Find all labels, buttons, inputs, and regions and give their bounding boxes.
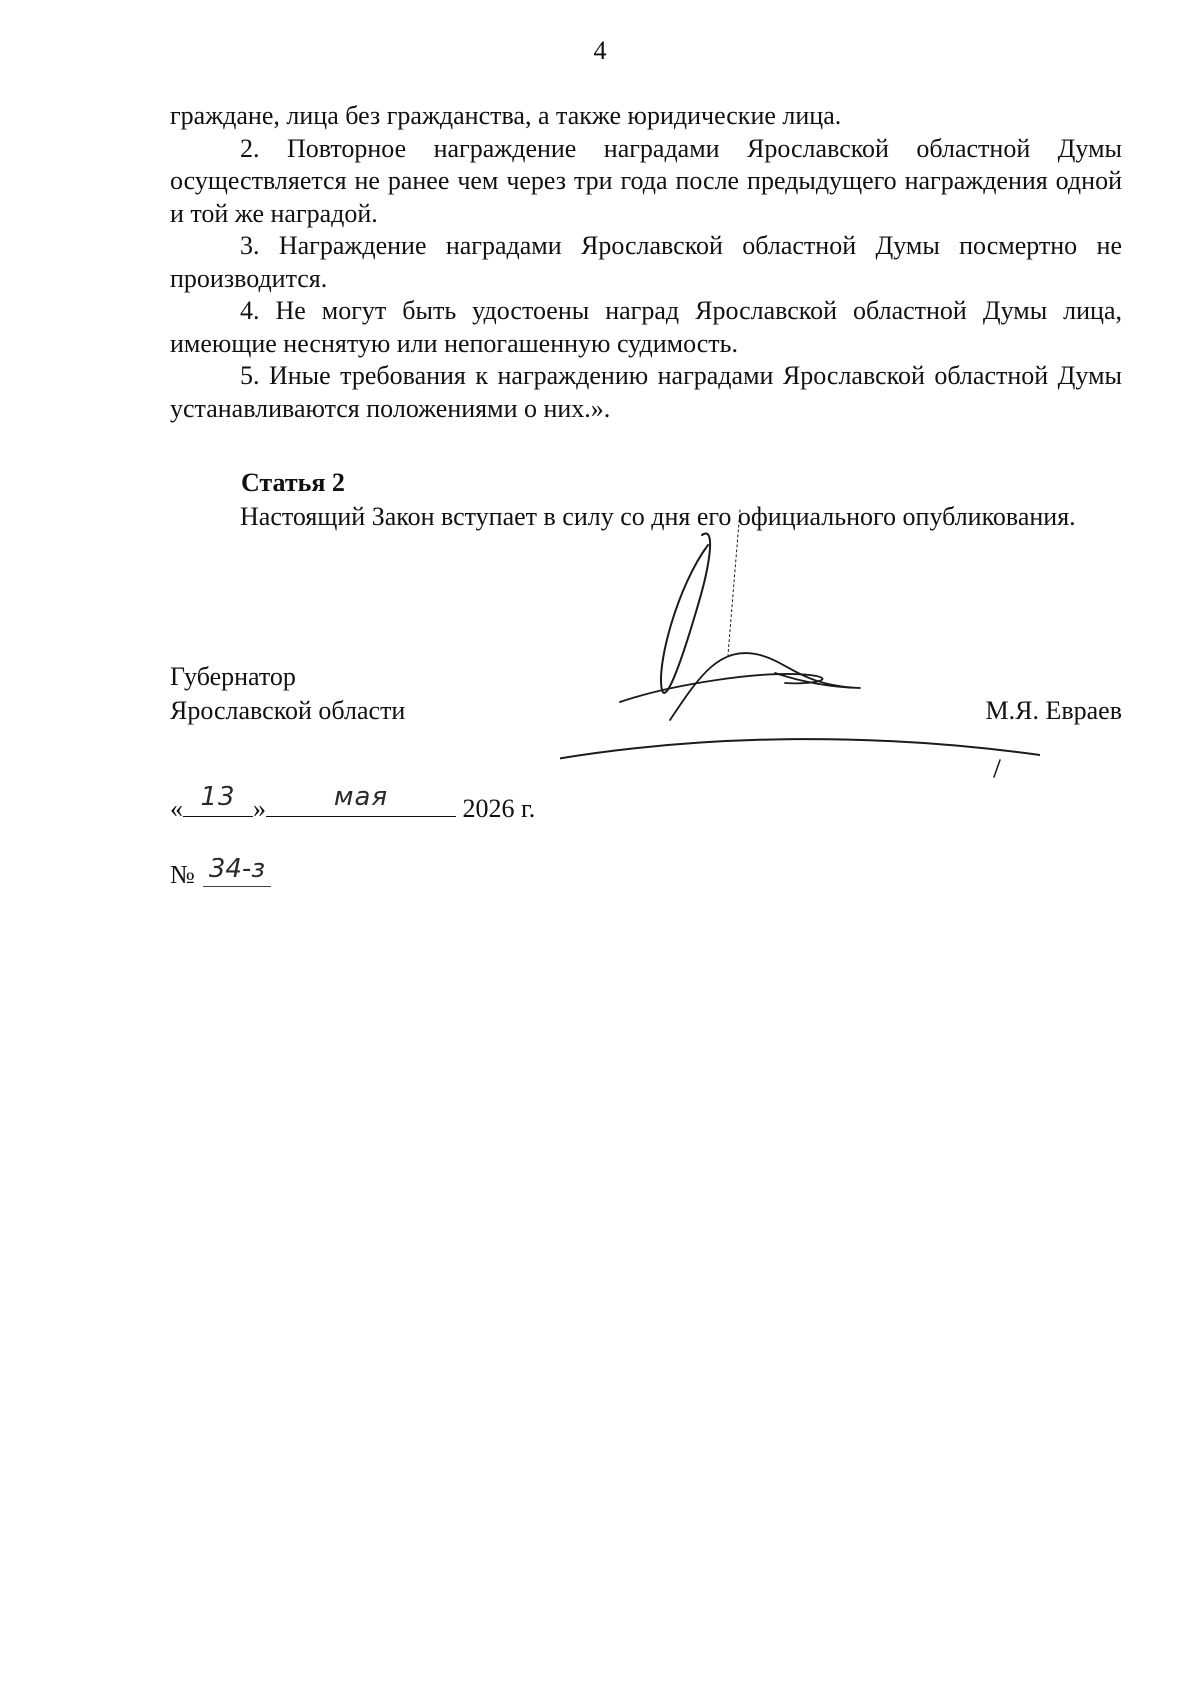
paragraph-3: 3. Награждение наградами Ярославской областной Думы посмертно не производится. (170, 231, 1122, 293)
signatory-name: М.Я. Евраев (985, 696, 1122, 725)
paragraph-2: 2. Повторное награждение наградами Ярославской областной Думы осуществляется не ранее чем через три года после предыдущего награждения одной и той же наградой. (170, 133, 1122, 228)
date-day-handwritten: 13 (200, 782, 236, 812)
signing-date (170, 782, 536, 826)
date-close-quote: » (253, 794, 266, 823)
signatory-title (170, 660, 405, 728)
article-heading: Статья 2 (241, 468, 345, 497)
signature-vertical-trace (728, 510, 740, 655)
handwritten-signature (560, 505, 1040, 805)
number-label: № (170, 860, 195, 889)
paragraph-4: 4. Не могут быть удостоены наград Ярославской областной Думы лица, имеющие неснятую или непогашенную судимость. (170, 296, 1122, 358)
article-text: Настоящий Закон вступает в силу со дня его официального опубликования. (240, 502, 1076, 531)
law-number (170, 854, 271, 893)
date-month-field (266, 782, 456, 817)
paragraph-5: 5. Иные требования к награждению наградами Ярославской областной Думы устанавливаются положениями о них.». (170, 361, 1122, 423)
signature-tail-stroke (994, 760, 1000, 777)
signature-underline-stroke (560, 739, 1040, 760)
date-day-field (183, 782, 253, 817)
date-open-quote: « (170, 794, 183, 823)
date-month-handwritten: мая (333, 782, 389, 812)
number-handwritten: 34-з (203, 852, 271, 887)
signature-wave-stroke (670, 653, 860, 720)
law-text-continuation (170, 100, 1122, 425)
page-number: 4 (593, 36, 607, 65)
signatory-title-line2: Ярославской области (170, 696, 406, 725)
date-year: 2026 г. (462, 794, 536, 823)
signatory-title-line1: Губернатор (170, 662, 296, 691)
paragraph-continuation: граждане, лица без гражданства, а также юридические лица. (170, 101, 842, 130)
signature-loop-stroke (661, 533, 710, 692)
